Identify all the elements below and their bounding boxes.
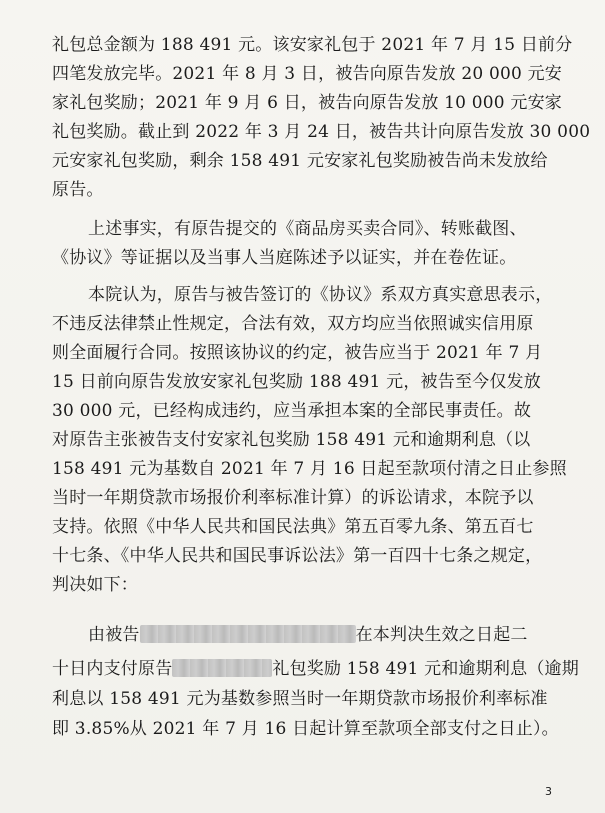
text-line: 判决如下：: [52, 575, 138, 595]
text-line: 对原告主张被告支付安家礼包奖励 158 491 元和逾期利息（以: [52, 430, 531, 450]
text-line: 30 000 元，已经构成违约，应当承担本案的全部民事责任。故: [52, 401, 532, 421]
text-line: 15 日前向原告发放安家礼包奖励 188 491 元，被告至今仅发放: [52, 372, 541, 392]
redacted-party-name: [172, 659, 272, 677]
text-line: 本院认为，原告与被告签订的《协议》系双方真实意思表示，: [88, 285, 553, 305]
judgment-line-1: [88, 624, 528, 646]
text-line: 158 491 元为基数自 2021 年 7 月 16 日起至款项付清之日止参照: [52, 459, 567, 479]
text-line: 《协议》等证据以及当事人当庭陈述予以证实，并在卷佐证。: [52, 248, 517, 268]
judgment-text: 礼包奖励 158 491 元和逾期利息（逾期: [272, 659, 579, 679]
text-line: 不违反法律禁止性规定，合法有效，双方均应当依照诚实信用原: [52, 314, 534, 334]
judgment-line-4: 即 3.85%从 2021 年 7 月 16 日起计算至款项全部支付之日止）。: [52, 719, 559, 739]
text-line: 元安家礼包奖励，剩余 158 491 元安家礼包奖励被告尚未发放给: [52, 151, 548, 171]
text-line: 当时一年期贷款市场报价利率标准计算）的诉讼请求，本院予以: [52, 488, 534, 508]
text-line: 四笔发放完毕。2021 年 8 月 3 日，被告向原告发放 20 000 元安: [52, 64, 563, 84]
text-line: 上述事实，有原告提交的《商品房买卖合同》、转账截图、: [88, 219, 527, 239]
redacted-party-name: [140, 625, 356, 643]
judgment-line-3: 利息以 158 491 元为基数参照当时一年期贷款市场报价利率标准: [52, 689, 548, 709]
judgment-text: 在本判决生效之日起二: [355, 625, 528, 645]
text-line: 礼包奖励。截止到 2022 年 3 月 24 日，被告共计向原告发放 30 000: [52, 122, 591, 142]
judgment-line-2: [52, 658, 579, 680]
text-line: 礼包总金额为 188 491 元。该安家礼包于 2021 年 7 月 15 日前分: [52, 35, 573, 55]
text-line: 家礼包奖励；2021 年 9 月 6 日，被告向原告发放 10 000 元安家: [52, 93, 563, 113]
text-line: 则全面履行合同。按照该协议的约定，被告应当于 2021 年 7 月: [52, 343, 543, 363]
judgment-text: 十日内支付原告: [52, 659, 173, 679]
text-line: 原告。: [52, 180, 104, 200]
text-line: 十七条、《中华人民共和国民事诉讼法》第一百四十七条之规定，: [52, 546, 543, 566]
text-line: 支持。依照《中华人民共和国民法典》第五百零九条、第五百七: [52, 517, 534, 537]
page-number: 3: [545, 785, 552, 798]
judgment-text: 由被告: [88, 625, 140, 645]
